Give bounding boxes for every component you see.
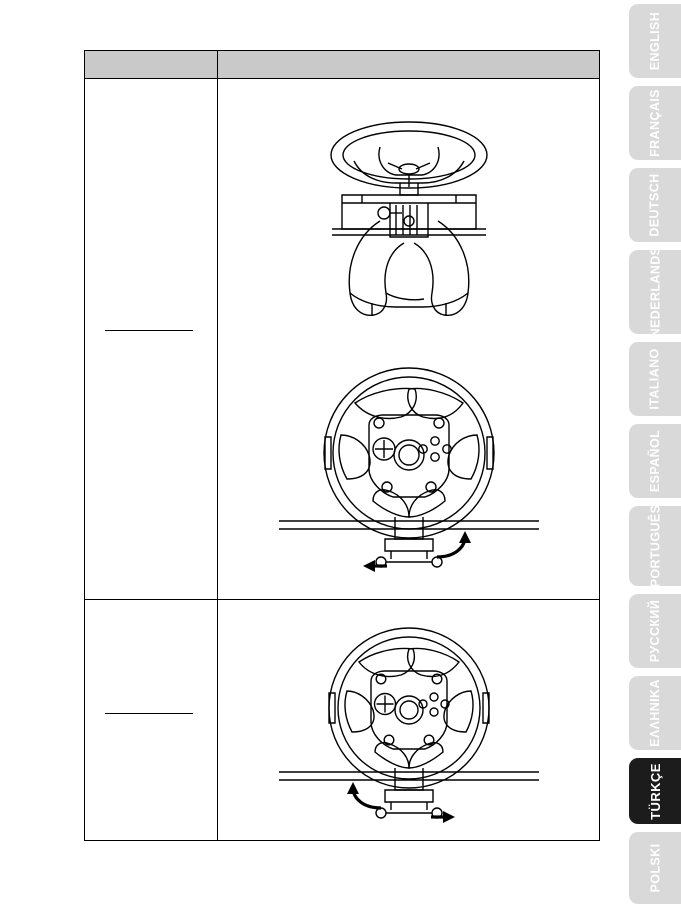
language-tab-english[interactable]: ENGLISH (629, 4, 681, 78)
language-tab-greek[interactable]: ΕΛΛΗΝΙΚΑ (629, 676, 681, 750)
wheel-front-view-rotate-left-diagram (218, 620, 599, 835)
table-header-cell-right (218, 51, 599, 78)
language-tab-francais[interactable]: FRANÇAIS (629, 86, 681, 160)
language-tab-turkce[interactable]: TÜRKÇE (629, 758, 681, 824)
wheel-front-view-centered-diagram (218, 361, 599, 591)
table-cell-step-label-1 (85, 79, 218, 599)
language-tab-italiano[interactable]: ITALIANO (629, 342, 681, 416)
table-header-cell-left (85, 51, 218, 78)
blank-underline-1 (105, 329, 193, 331)
language-tab-portugues[interactable]: PORTUGUÊS (629, 506, 681, 586)
table-cell-figure-1 (218, 79, 599, 599)
table-cell-step-label-2 (85, 600, 218, 840)
language-tab-polski[interactable]: POLSKI (629, 832, 681, 904)
language-tab-nederlands[interactable]: NEDERLANDS (629, 250, 681, 334)
blank-underline-2 (105, 712, 193, 714)
language-tab-russian[interactable]: РУССКИЙ (629, 594, 681, 668)
wheel-clamp-mount-diagram (218, 117, 599, 337)
language-tab-espanol[interactable]: ESPAÑOL (629, 424, 681, 498)
table-row (85, 78, 599, 599)
table-row (85, 599, 599, 840)
table-cell-figure-2 (218, 600, 599, 840)
language-tab-deutsch[interactable]: DEUTSCH (629, 168, 681, 242)
instruction-table (84, 50, 600, 841)
table-header-row (85, 51, 599, 78)
language-tab-strip (619, 0, 681, 908)
